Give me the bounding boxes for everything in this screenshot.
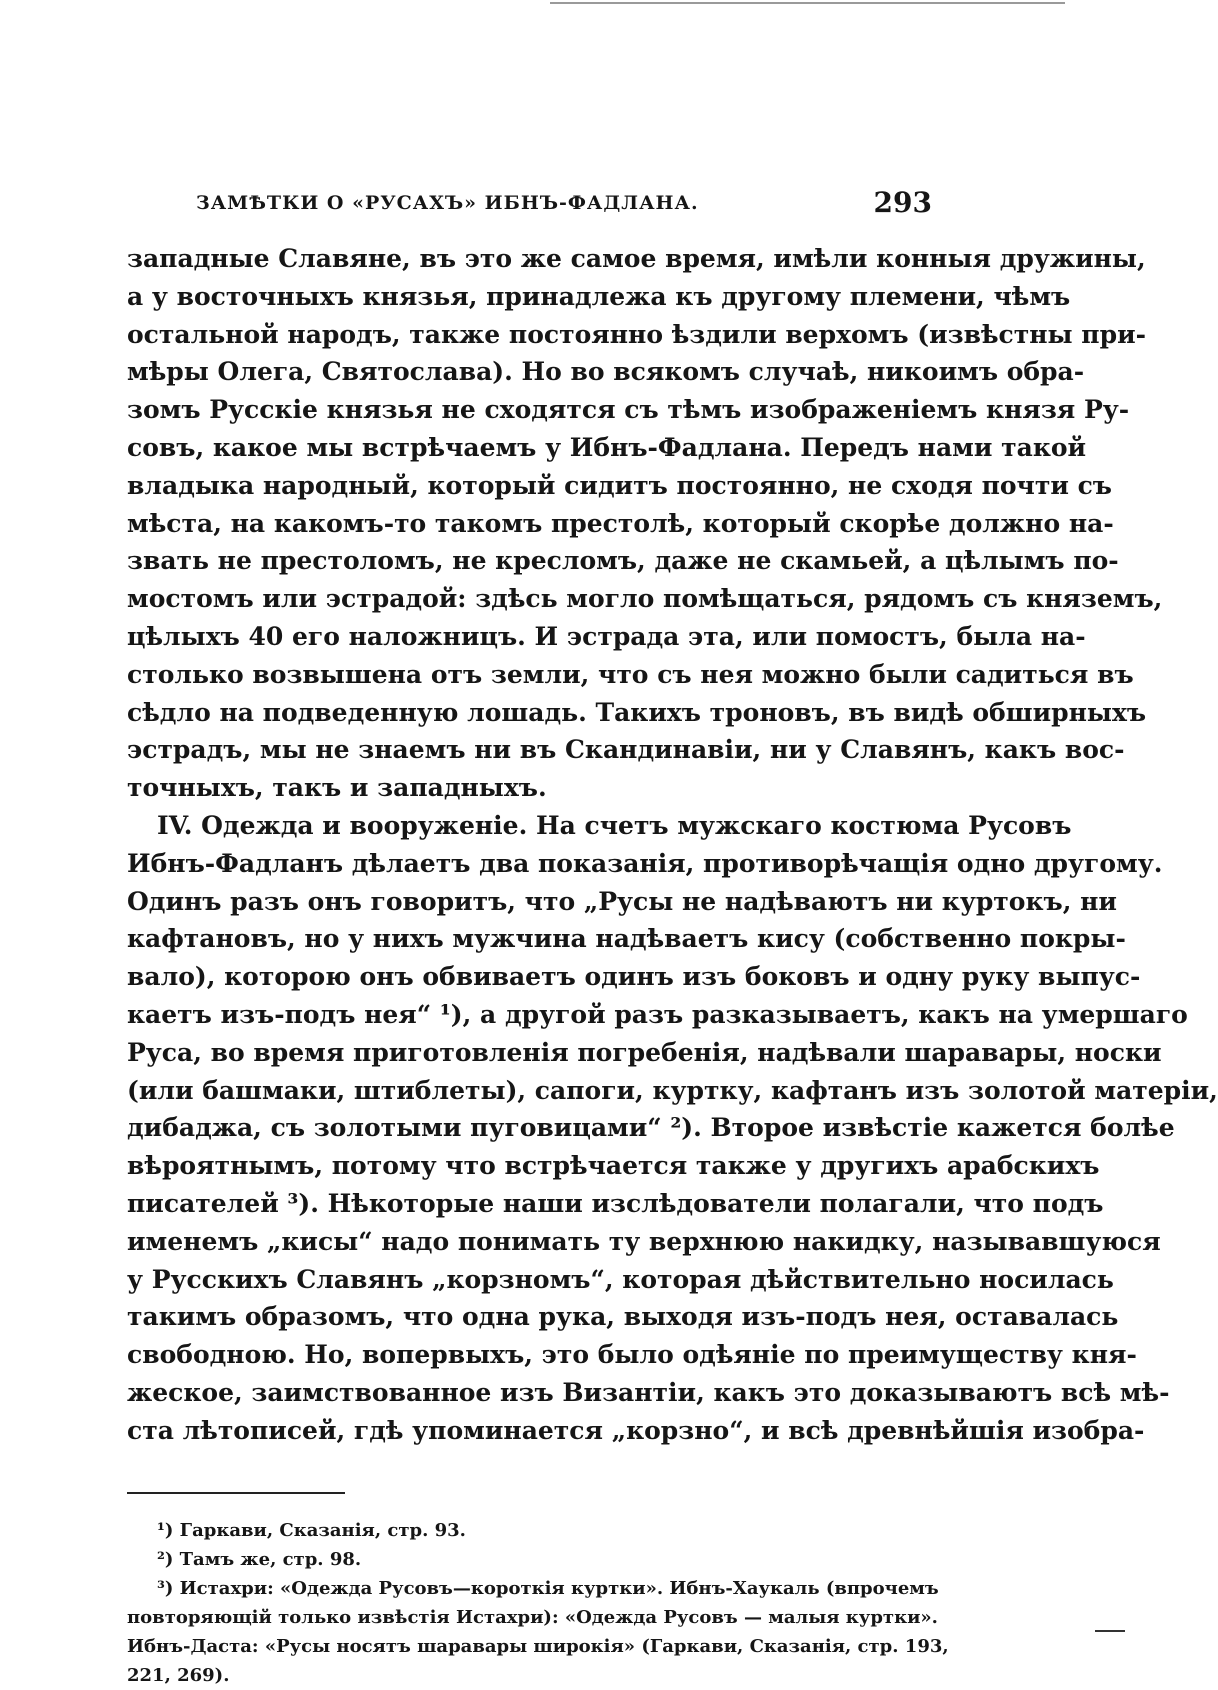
text-line: эстрадъ, мы не знаемъ ни въ Скандинавіи, ни у Славянъ, какъ вос- <box>127 735 1125 765</box>
text-line: сѣдло на подведенную лошадь. Такихъ троновъ, въ видѣ обширныхъ <box>127 697 1147 727</box>
footnote-1: ¹) Гаркави, Сказанія, стр. 93. <box>157 1519 466 1541</box>
text-line: именемъ „кисы“ надо понимать ту верхнюю накидку, называвшуюся <box>127 1226 1161 1256</box>
text-line: столько возвышена отъ земли, что съ нея можно были садиться въ <box>127 659 1134 689</box>
text-line: вѣроятнымъ, потому что встрѣчается также у другихъ арабскихъ <box>127 1151 1100 1181</box>
text-line: у Русскихъ Славянъ „корзномъ“, которая дѣйствительно носилась <box>127 1264 1114 1294</box>
section-heading-line: IV. Одежда и вооруженіе. На счетъ мужскаго костюма Русовъ <box>157 810 1072 840</box>
text-line: звать не престоломъ, не кресломъ, даже не скамьей, а цѣлымъ по- <box>127 546 1119 576</box>
text-line: цѣлыхъ 40 его наложницъ. И эстрада эта, или помостъ, была на- <box>127 621 1086 651</box>
margin-mark <box>1095 1630 1125 1632</box>
text-line: вало), которою онъ обвиваетъ одинъ изъ боковъ и одну руку выпус- <box>127 962 1141 992</box>
text-line: зомъ Русскіе князья не сходятся съ тѣмъ изображеніемъ князя Ру- <box>127 395 1130 425</box>
text-line: остальной народъ, также постоянно ѣздили верхомъ (извѣстны при- <box>127 319 1146 349</box>
footnote-3-continued: повторяющій только извѣстія Истахри): «Одежда Русовъ — малыя куртки». <box>127 1606 938 1628</box>
text-line: ста лѣтописей, гдѣ упоминается „корзно“, и всѣ древнѣйшія изобра- <box>127 1415 1145 1445</box>
text-line: западные Славяне, въ это же самое время, имѣли конныя дружины, <box>127 244 1146 273</box>
text-line: Ибнъ-Фадланъ дѣлаетъ два показанія, противорѣчащія одно другому. <box>127 848 1163 878</box>
text-line: каетъ изъ-подъ нея“ ¹), а другой разъ разказываетъ, какъ на умершаго <box>127 999 1188 1029</box>
text-line: такимъ образомъ, что одна рука, выходя изъ-подъ нея, оставалась <box>127 1302 1119 1332</box>
text-line: мѣры Олега, Святослава). Но во всякомъ случаѣ, никоимъ обра- <box>127 357 1085 387</box>
text-line: мостомъ или эстрадой: здѣсь могло помѣщаться, рядомъ съ княземъ, <box>127 584 1163 614</box>
text-line: совъ, какое мы встрѣчаемъ у Ибнъ-Фадлана. Передъ нами такой <box>127 432 1087 462</box>
text-line: свободною. Но, вопервыхъ, это было одѣяніе по преимуществу кня- <box>127 1340 1137 1370</box>
text-line: а у восточныхъ князья, принадлежа къ другому племени, чѣмъ <box>127 281 1071 311</box>
text-line: мѣста, на какомъ-то такомъ престолѣ, который скорѣе должно на- <box>127 508 1114 538</box>
text-line: точныхъ, такъ и западныхъ. <box>127 773 547 803</box>
footnote-separator <box>127 1492 345 1494</box>
running-title: ЗАМѢТКИ О «РУСАХЪ» ИБНЪ-ФАДЛАНА. <box>196 192 699 214</box>
text-line: дибаджа, съ золотыми пуговицами“ ²). Второе извѣстіе кажется болѣе <box>127 1113 1175 1143</box>
text-line: жеское, заимствованное изъ Византіи, какъ это доказываютъ всѣ мѣ- <box>127 1377 1170 1407</box>
footnote-3-continued: Ибнъ-Даста: «Русы носятъ шаравары широкія» (Гаркави, Сказанія, стр. 193, <box>127 1635 949 1657</box>
body-text <box>127 240 1218 1450</box>
top-edge-rule <box>550 2 1065 4</box>
text-line: Руса, во время приготовленія погребенія, надѣвали шаравары, носки <box>127 1037 1162 1067</box>
footnotes <box>127 1516 949 1690</box>
page-number: 293 <box>873 186 932 219</box>
text-line: кафтановъ, но у нихъ мужчина надѣваетъ кису (собственно покры- <box>127 924 1126 954</box>
text-line: Одинъ разъ онъ говоритъ, что „Русы не надѣваютъ ни куртокъ, ни <box>127 886 1117 916</box>
text-line: писателей ³). Нѣкоторые наши изслѣдователи полагали, что подъ <box>127 1188 1104 1218</box>
book-page <box>127 186 1218 1690</box>
text-line: (или башмаки, штиблеты), сапоги, куртку, кафтанъ изъ золотой матеріи, <box>127 1075 1218 1105</box>
running-header <box>127 188 932 224</box>
footnote-3-continued: 221, 269). <box>127 1664 230 1686</box>
footnote-2: ²) Тамъ же, стр. 98. <box>157 1548 362 1570</box>
footnote-3: ³) Истахри: «Одежда Русовъ—короткія куртки». Ибнъ-Хаукаль (впрочемъ <box>157 1577 939 1599</box>
text-line: владыка народный, который сидитъ постоянно, не сходя почти съ <box>127 470 1112 500</box>
